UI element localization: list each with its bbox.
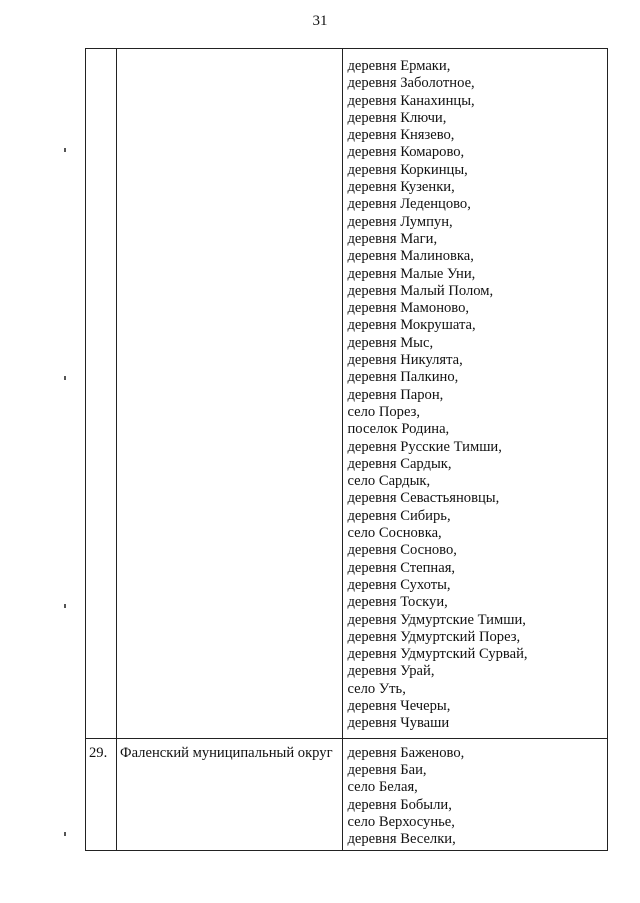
settlement-item: село Сардык, — [347, 473, 431, 490]
settlement-item: деревня Сибирь, — [347, 507, 451, 524]
settlement-item: село Верхосунье, — [347, 814, 455, 831]
settlement-item: поселок Родина, — [347, 421, 450, 438]
settlement-item: деревня Ключи, — [347, 109, 447, 126]
settlement-item: деревня Русские Тимши, — [347, 438, 502, 455]
page-number: 31 — [312, 13, 328, 29]
settlements-cell — [343, 49, 608, 739]
settlement-item: деревня Севастьяновцы, — [347, 490, 500, 507]
settlements-cell — [343, 738, 608, 850]
settlement-item: деревня Урай, — [347, 663, 435, 680]
margin-mark — [64, 148, 66, 152]
row-number-cell — [86, 49, 117, 739]
settlement-item: деревня Удмуртский Порез, — [347, 628, 521, 645]
settlement-item: деревня Сосново, — [347, 542, 457, 559]
settlement-item: деревня Сардык, — [347, 455, 452, 472]
settlement-item: деревня Никулята, — [347, 352, 463, 369]
settlement-item: деревня Князево, — [347, 127, 455, 144]
settlement-item: деревня Бобыли, — [347, 796, 452, 813]
settlement-item: деревня Лумпун, — [347, 213, 453, 230]
row-number: 29. — [89, 744, 108, 761]
settlement-item: село Порез, — [347, 403, 421, 420]
settlement-item: деревня Удмуртский Сурвай, — [347, 646, 528, 663]
settlement-item: деревня Баи, — [347, 762, 427, 779]
settlement-item: деревня Канахинцы, — [347, 92, 475, 109]
settlement-item: село Сосновка, — [347, 525, 442, 542]
settlement-item: село Уть, — [347, 680, 406, 697]
row-number-cell — [86, 738, 117, 850]
settlement-item: деревня Парон, — [347, 386, 444, 403]
settlement-item: деревня Палкино, — [347, 369, 459, 386]
settlements-table — [85, 48, 608, 851]
settlement-item: деревня Леденцово, — [347, 196, 471, 213]
settlement-item: деревня Малиновка, — [347, 248, 474, 265]
settlement-item: деревня Баженово, — [347, 744, 465, 761]
settlement-item: деревня Удмуртские Тимши, — [347, 611, 526, 628]
settlement-item: деревня Мокрушата, — [347, 317, 476, 334]
settlement-item: деревня Малый Полом, — [347, 282, 494, 299]
row-number — [86, 49, 116, 55]
district-name — [117, 49, 342, 55]
settlement-item: деревня Сухоты, — [347, 576, 451, 593]
settlement-list — [343, 739, 607, 849]
settlement-item: деревня Малые Уни, — [347, 265, 476, 282]
settlement-item: деревня Чечеры, — [347, 697, 451, 714]
settlement-item: деревня Заболотное, — [347, 75, 475, 92]
district-name: Фаленский муниципальный округ — [120, 744, 333, 761]
settlement-item: деревня Веселки, — [347, 831, 456, 848]
settlement-item: деревня Мамоново, — [347, 300, 470, 317]
settlement-item: деревня Маги, — [347, 230, 438, 247]
margin-mark — [64, 376, 66, 380]
table-row — [86, 738, 608, 850]
settlement-item: село Белая, — [347, 779, 418, 796]
settlement-item: деревня Коркинцы, — [347, 161, 468, 178]
settlement-item: деревня Комарово, — [347, 144, 465, 161]
settlement-item: деревня Кузенки, — [347, 179, 455, 196]
margin-mark — [64, 832, 66, 836]
table-row — [86, 49, 608, 739]
margin-mark — [64, 604, 66, 608]
settlement-item: деревня Чуваши — [347, 715, 450, 732]
settlement-item: деревня Степная, — [347, 559, 456, 576]
district-cell — [117, 49, 343, 739]
settlement-item: деревня Мыс, — [347, 334, 434, 351]
settlement-list — [343, 49, 607, 733]
settlement-item: деревня Ермаки, — [347, 58, 451, 74]
district-cell — [117, 738, 343, 850]
settlement-item: деревня Тоскуи, — [347, 594, 448, 611]
